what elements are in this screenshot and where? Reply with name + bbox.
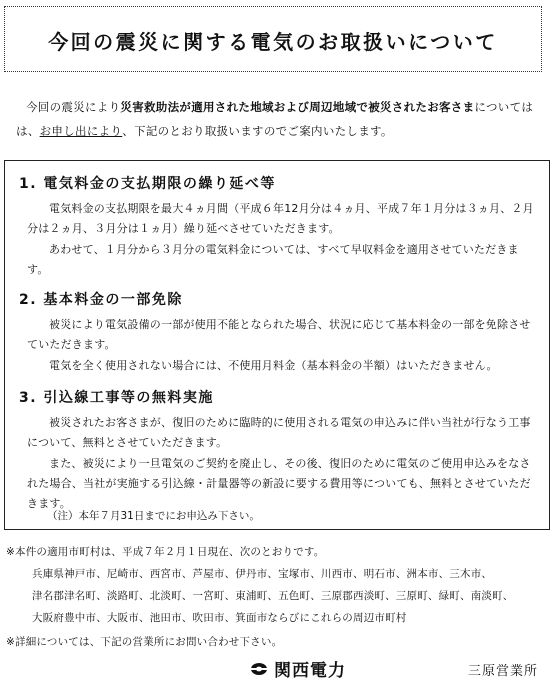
section-3-paragraph-1: 被災されたお客さまが、復旧のために臨時的に使用される電気の申込みに伴い当社が行なう工事について、無料とさせていただきます。 [27, 416, 531, 449]
section-3-note: （注）本年７月31日までにお申込み下さい。 [47, 510, 260, 522]
intro-text-part: 、 [27, 124, 40, 138]
brand-name: 関西電力 [274, 661, 346, 681]
area-list-line-1: 兵庫県神戸市、尼崎市、西宮市、芦屋市、伊丹市、宝塚市、川西市、明石市、洲本市、三木市、 [32, 568, 493, 580]
intro-highlight: 災害救助法が適用された地域および周辺地域で被災されたお客さま [120, 100, 475, 114]
title-box [4, 6, 542, 72]
intro-line-1 [12, 95, 540, 119]
intro-line-2: は、お申し出により、下記のとおり取扱いますのでご案内いたします。 [16, 124, 393, 138]
intro-text-part: 今回の震災により [26, 100, 121, 114]
section-3-paragraph-2: また、被災により一旦電気のご契約を廃止し、その後、復旧のために電気のご使用申込みをなされた場合、当社が実施する引込線・計量器等の新設に要する費用等についても、無料とさせていただきます。 [27, 457, 531, 510]
intro-underlined: お申し出により [39, 124, 123, 138]
office-name: 三原営業所 [468, 664, 539, 679]
intro-text [12, 95, 540, 143]
section-2-heading: 2. 基本料金の一部免除 [19, 292, 183, 308]
section-3-heading: 3. 引込線工事等の無料実施 [19, 390, 214, 406]
section-2-paragraph-1: 被災により電気設備の一部が使用不能となられた場合、状況に応じて基本料金の一部を免除させていただきます。 [27, 318, 531, 351]
area-list [32, 563, 552, 629]
brand [250, 656, 346, 681]
area-list-line-2: 津名郡津名町、淡路町、北淡町、一宮町、東浦町、五色町、三原郡西淡町、三原町、緑町、南淡町、 [32, 590, 514, 602]
details-panel [4, 160, 550, 530]
area-list-line-3: 大阪府豊中市、大阪市、池田市、吹田市、箕面市ならびにこれらの周辺市町村 [32, 612, 407, 624]
inquiry-note: ※詳細については、下記の営業所にお問い合わせ下さい。 [6, 636, 283, 648]
section-1-heading: 1. 電気料金の支払期限の繰り延べ等 [19, 176, 276, 192]
section-1-paragraph-1: 電気料金の支払期限を最大４ヵ月間（平成６年12月分は４ヵ月、平成７年１月分は３ヵ月、２月分は２ヵ月、３月分は１ヵ月）繰り延べさせていただきます。 [27, 202, 534, 235]
intro-text-part: については [474, 100, 534, 114]
intro-text-part: 、下記のとおり取扱いますのでご案内いたします。 [122, 124, 393, 138]
section-1-paragraph-2: あわせて、１月分から３月分の電気料金については、すべて早収料金を適用させていただきます。 [27, 243, 519, 276]
page-title: 今回の震災に関する電気のお取扱いについて [48, 30, 498, 54]
kansai-electric-logo-icon [250, 662, 268, 676]
section-2-paragraph-2: 電気を全く使用されない場合には、不使用月料金（基本料金の半額）はいただきません。 [49, 359, 498, 372]
applicable-area-note: ※本件の適用市町村は、平成７年２月１日現在、次のとおりです。 [6, 546, 325, 558]
